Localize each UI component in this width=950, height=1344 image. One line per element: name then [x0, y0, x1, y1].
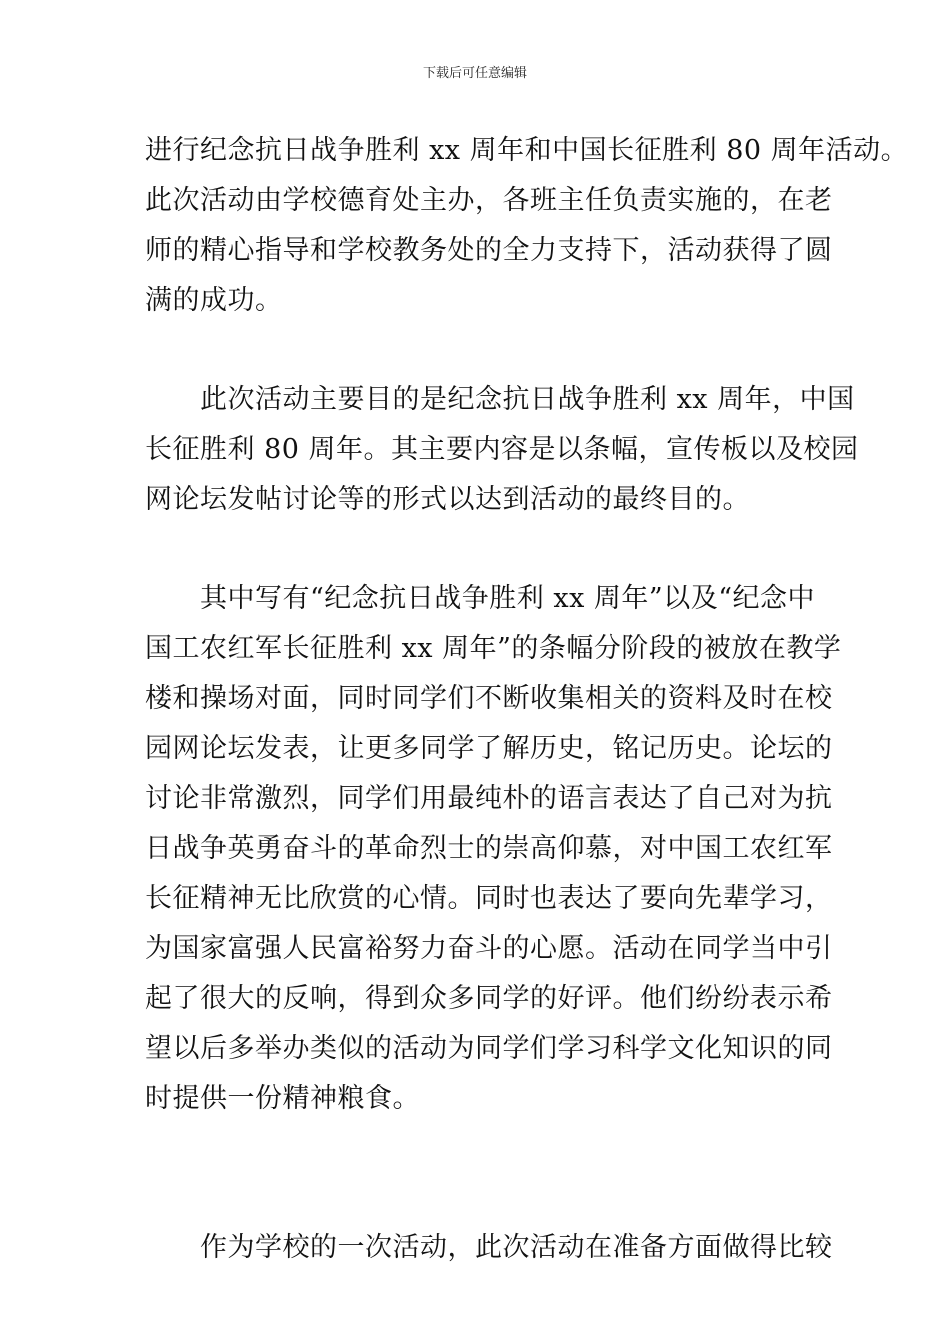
text-line: 此次活动由学校德育处主办，各班主任负责实施的，在老: [145, 185, 833, 216]
text-line: 望以后多举办类似的活动为同学们学习科学文化知识的同: [145, 1033, 833, 1064]
paragraph-1: [145, 126, 909, 326]
text-line: 进行纪念抗日战争胜利 xx 周年和中国长征胜利 80 周年活动。: [145, 135, 909, 166]
text-line: 为国家富强人民富裕努力奋斗的心愿。活动在同学当中引: [145, 933, 833, 964]
text-line: 起了很大的反响，得到众多同学的好评。他们纷纷表示希: [145, 983, 833, 1014]
paragraph-gap: [145, 326, 815, 375]
text-line: 此次活动主要目的是纪念抗日战争胜利 xx 周年，中国: [145, 384, 855, 415]
paragraph-gap: [145, 1174, 815, 1223]
document-body: [145, 126, 909, 1273]
paragraph-4: [145, 1223, 833, 1273]
paragraph-gap: [145, 525, 815, 574]
text-line: 时提供一份精神粮食。: [145, 1083, 420, 1114]
text-line: 作为学校的一次活动，此次活动在准备方面做得比较: [145, 1232, 833, 1263]
text-line: 国工农红军长征胜利 xx 周年”的条幅分阶段的被放在教学: [145, 633, 842, 664]
text-line: 满的成功。: [145, 285, 283, 316]
text-line: [145, 1124, 815, 1174]
text-line: 日战争英勇奋斗的革命烈士的崇高仰慕，对中国工农红军: [145, 833, 833, 864]
text-line: 讨论非常激烈，同学们用最纯朴的语言表达了自己对为抗: [145, 783, 833, 814]
text-line: 园网论坛发表，让更多同学了解历史，铭记历史。论坛的: [145, 733, 833, 764]
text-line: 楼和操场对面，同时同学们不断收集相关的资料及时在校: [145, 683, 833, 714]
paragraph-3: [145, 574, 842, 1174]
text-line: 长征胜利 80 周年。其主要内容是以条幅，宣传板以及校园: [145, 434, 859, 465]
paragraph-2: [145, 375, 859, 525]
text-line: 长征精神无比欣赏的心情。同时也表达了要向先辈学习，: [145, 883, 833, 914]
text-line: 其中写有“纪念抗日战争胜利 xx 周年”以及“纪念中: [145, 583, 816, 614]
text-line: 师的精心指导和学校教务处的全力支持下，活动获得了圆: [145, 235, 833, 266]
download-editable-note: 下载后可任意编辑: [422, 66, 527, 81]
text-line: 网论坛发帖讨论等的形式以达到活动的最终目的。: [145, 484, 750, 515]
